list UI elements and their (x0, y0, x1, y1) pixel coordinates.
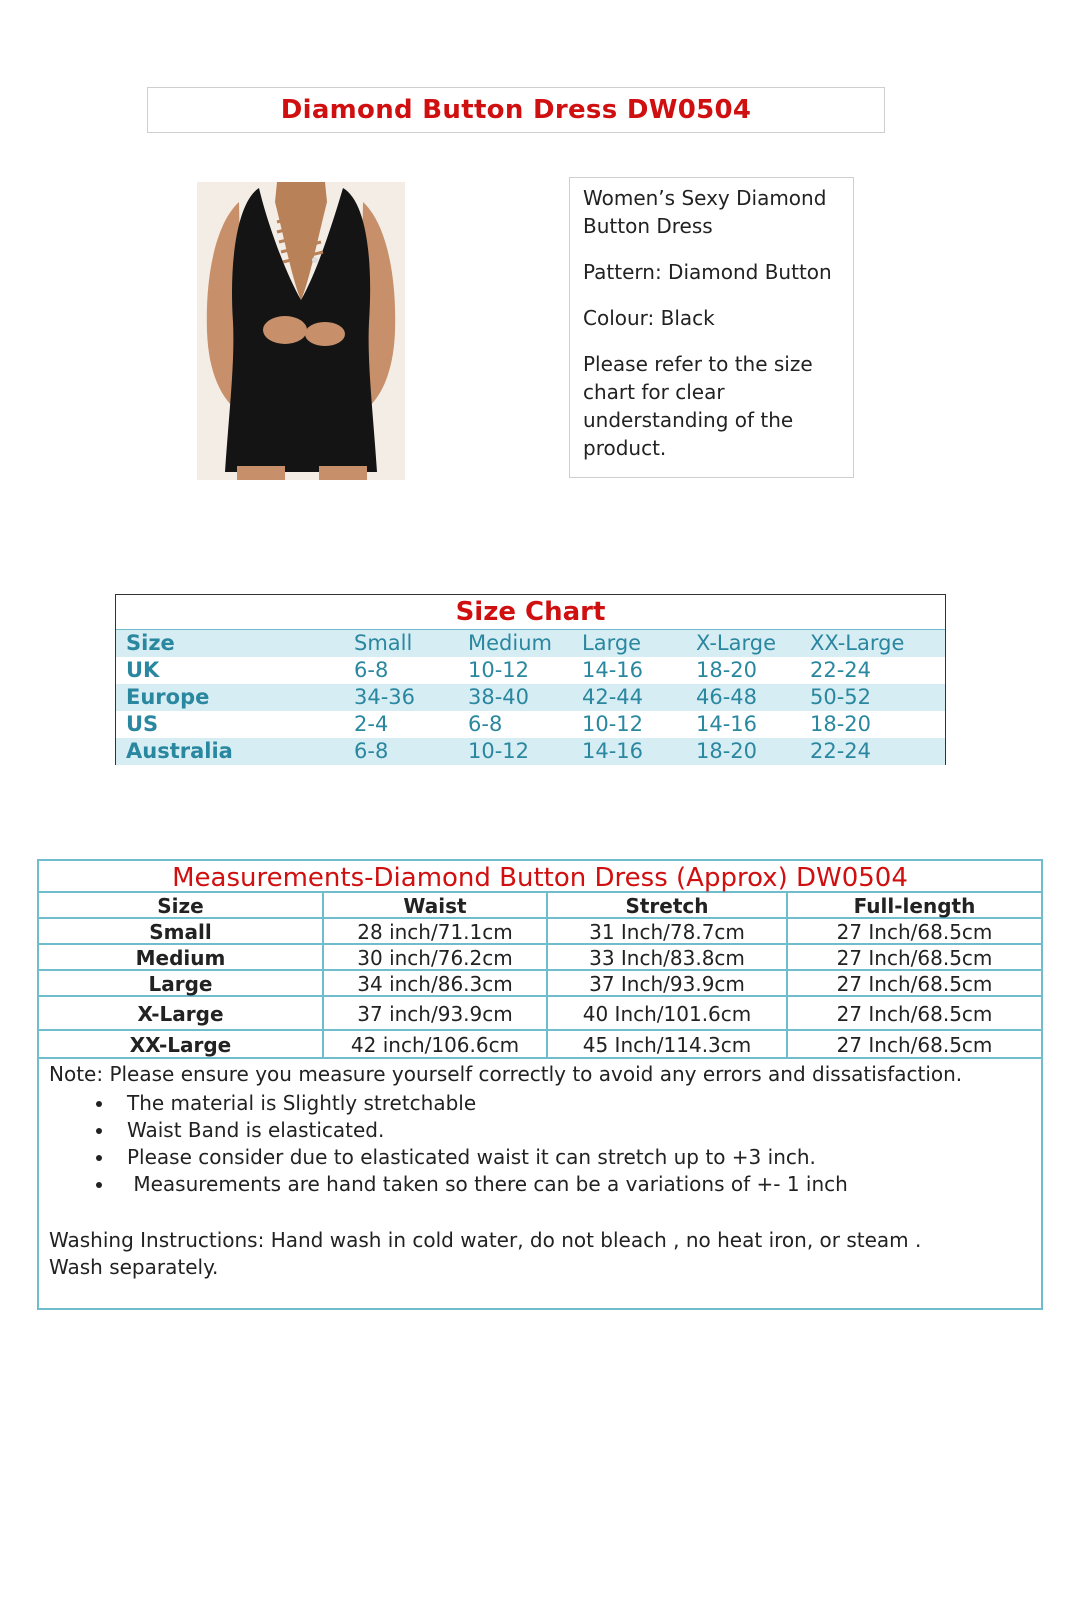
list-item: • Measurements are hand taken so there can be a variations of +- 1 inch (115, 1171, 1031, 1198)
size-chart-table (115, 594, 946, 765)
measurements-title: Measurements-Diamond Button Dress (Approx) DW0504 (39, 861, 1041, 893)
list-item: • The material is Slightly stretchable (115, 1090, 1031, 1117)
table-cell: 22-24 (810, 739, 872, 763)
size-chart-row (116, 630, 945, 657)
description-line: Please refer to the size chart for clear understanding of the product. (583, 352, 813, 460)
table-cell: 42-44 (582, 685, 644, 709)
size-chart-title: Size Chart (116, 595, 945, 630)
size-chart-row (116, 657, 945, 684)
table-cell: Medium (468, 631, 552, 655)
size-chart-row (116, 711, 945, 738)
row-label: Size (126, 631, 175, 655)
size-cell: Large (39, 971, 324, 997)
measurements-grid (39, 893, 1041, 1059)
table-cell: 27 Inch/68.5cm (788, 1031, 1041, 1059)
description-line: Colour: Black (583, 306, 715, 330)
column-header: Waist (324, 893, 548, 919)
table-cell: 33 Inch/83.8cm (548, 945, 788, 971)
table-cell: 34-36 (354, 685, 416, 709)
note-text: Note: Please ensure you measure yourself correctly to avoid any errors and dissatisfaction. (49, 1062, 963, 1086)
column-header: Stretch (548, 893, 788, 919)
table-cell: 45 Inch/114.3cm (548, 1031, 788, 1059)
table-cell: X-Large (696, 631, 777, 655)
table-cell: 37 inch/93.9cm (324, 997, 548, 1031)
table-cell: 30 inch/76.2cm (324, 945, 548, 971)
table-cell: 10-12 (468, 739, 530, 763)
notes-section (39, 1059, 1041, 1283)
table-cell: Small (354, 631, 413, 655)
table-cell: 10-12 (582, 712, 644, 736)
product-description (569, 177, 854, 478)
title-box (147, 87, 885, 133)
table-cell: 2-4 (354, 712, 389, 736)
size-cell: X-Large (39, 997, 324, 1031)
row-label: Australia (126, 739, 233, 763)
notes-list (49, 1090, 1031, 1198)
table-cell: 6-8 (354, 739, 389, 763)
table-cell: 18-20 (810, 712, 872, 736)
table-cell: 50-52 (810, 685, 872, 709)
size-chart-row (116, 738, 945, 765)
table-cell: Large (582, 631, 642, 655)
table-cell: 31 Inch/78.7cm (548, 919, 788, 945)
size-cell: Small (39, 919, 324, 945)
row-label: US (126, 712, 159, 736)
table-cell: 27 Inch/68.5cm (788, 945, 1041, 971)
list-item: • Please consider due to elasticated waist it can stretch up to +3 inch. (115, 1144, 1031, 1171)
table-cell: 27 Inch/68.5cm (788, 919, 1041, 945)
table-cell: 27 Inch/68.5cm (788, 997, 1041, 1031)
table-cell: 14-16 (582, 739, 644, 763)
table-cell: 38-40 (468, 685, 530, 709)
description-line: Pattern: Diamond Button (583, 260, 832, 284)
measurements-table (37, 859, 1043, 1310)
table-cell: 10-12 (468, 658, 530, 682)
row-label: UK (126, 658, 160, 682)
table-cell: 6-8 (354, 658, 389, 682)
table-cell: 28 inch/71.1cm (324, 919, 548, 945)
dress-illustration (197, 182, 405, 480)
table-cell: 14-16 (696, 712, 758, 736)
washing-instructions: Washing Instructions: Hand wash in cold water, do not bleach , no heat iron, or steam . (49, 1228, 922, 1252)
row-label: Europe (126, 685, 210, 709)
description-line: Women’s Sexy Diamond Button Dress (583, 186, 827, 238)
list-item: • Waist Band is elasticated. (115, 1117, 1031, 1144)
column-header: Full-length (788, 893, 1041, 919)
table-cell: 6-8 (468, 712, 503, 736)
table-cell: 40 Inch/101.6cm (548, 997, 788, 1031)
table-cell: 22-24 (810, 658, 872, 682)
washing-instructions-line2: Wash separately. (49, 1255, 219, 1279)
size-cell: Medium (39, 945, 324, 971)
column-header: Size (39, 893, 324, 919)
table-cell: 42 inch/106.6cm (324, 1031, 548, 1059)
table-cell: 18-20 (696, 658, 758, 682)
table-cell: 34 inch/86.3cm (324, 971, 548, 997)
table-cell: 46-48 (696, 685, 758, 709)
product-photo (197, 182, 405, 480)
table-cell: 14-16 (582, 658, 644, 682)
table-cell: 37 Inch/93.9cm (548, 971, 788, 997)
table-cell: XX-Large (810, 631, 905, 655)
table-cell: 18-20 (696, 739, 758, 763)
size-chart-row (116, 684, 945, 711)
page-title: Diamond Button Dress DW0504 (280, 95, 752, 125)
size-cell: XX-Large (39, 1031, 324, 1059)
table-cell: 27 Inch/68.5cm (788, 971, 1041, 997)
